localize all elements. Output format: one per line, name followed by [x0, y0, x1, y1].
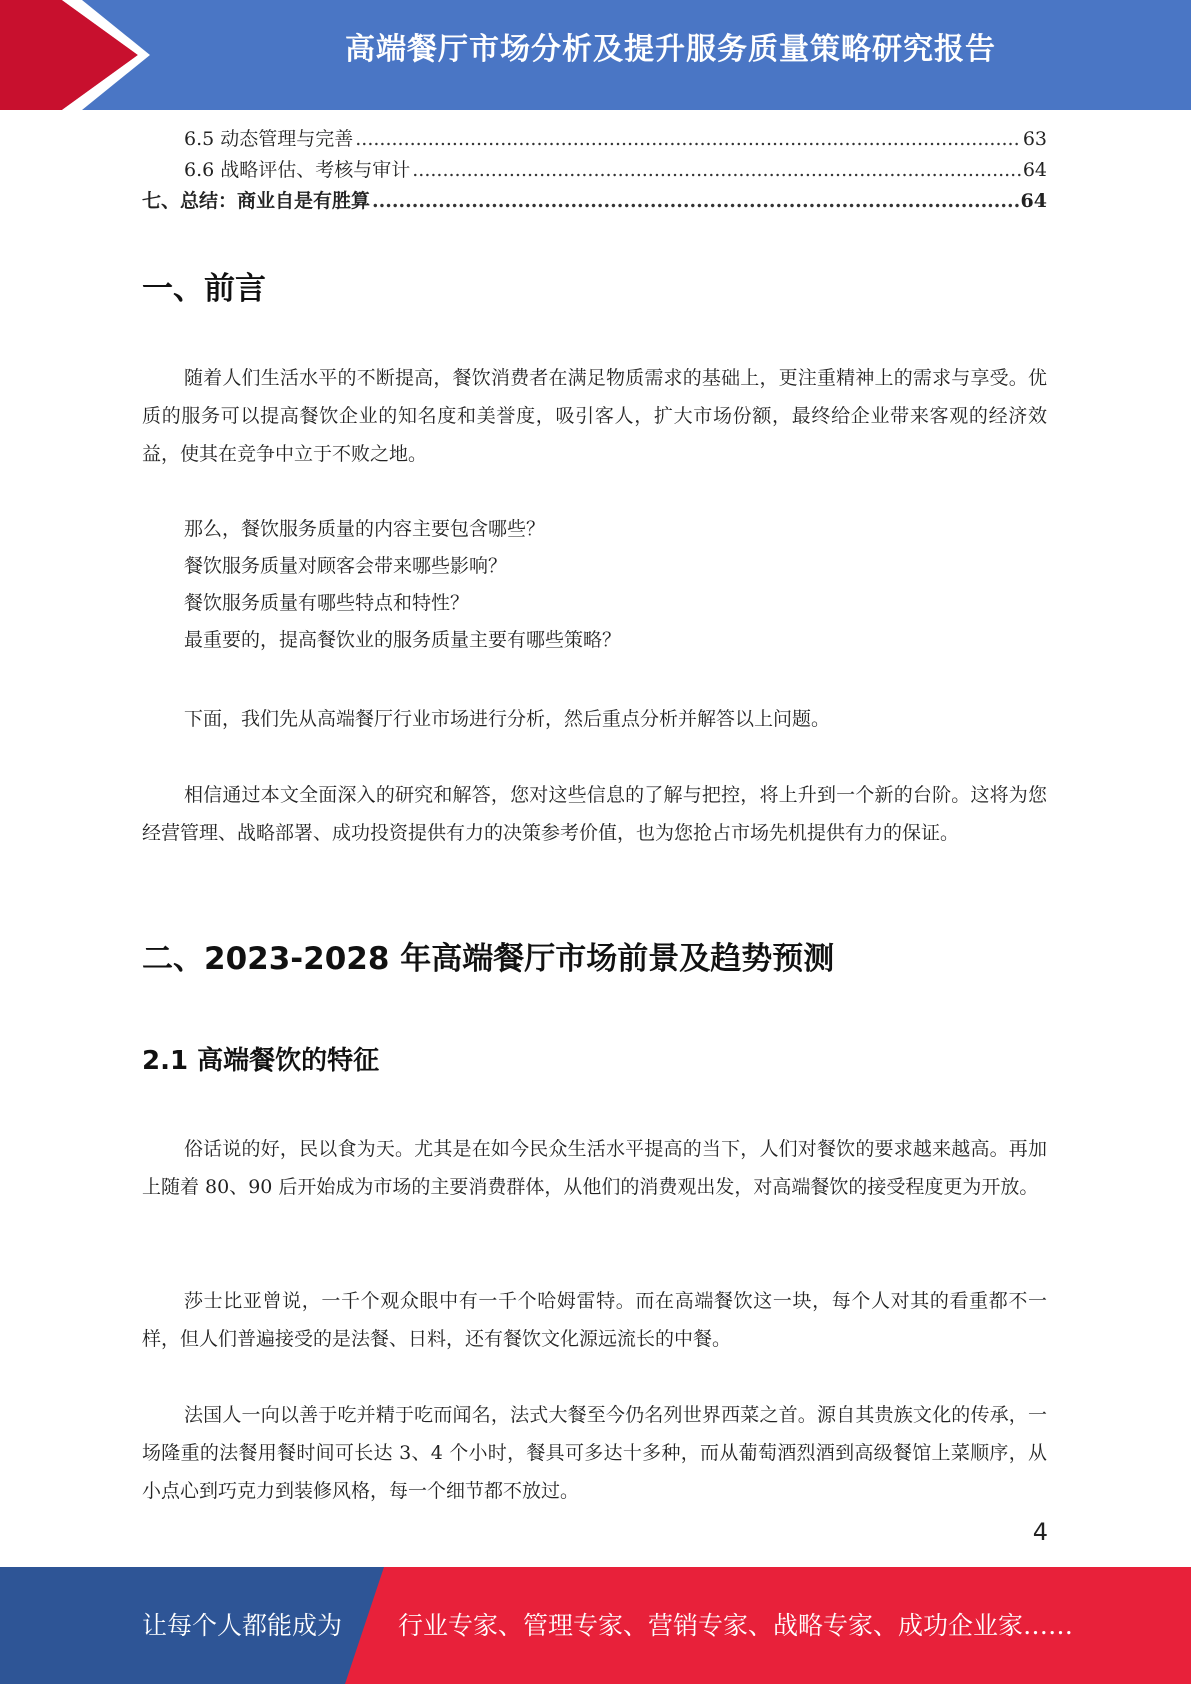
page-header — [0, 0, 1191, 110]
toc-leader-dots — [372, 186, 1019, 217]
toc-entry-label: 6.5 动态管理与完善 — [184, 128, 354, 150]
body-paragraph: 俗话说的好，民以食为天。尤其是在如今民众生活水平提高的当下，人们对餐饮的要求越来越高。再加上随着 80、90 后开始成为市场的主要消费群体，从他们的消费观出发，对高端餐饮的接受程度更为开放。 — [142, 1138, 1047, 1198]
question-item: 最重要的，提高餐饮业的服务质量主要有哪些策略？ — [184, 629, 622, 651]
question-item: 那么，餐饮服务质量的内容主要包含哪些？ — [184, 518, 546, 540]
page-footer — [0, 1567, 1191, 1684]
toc-entry[interactable] — [142, 124, 1047, 155]
body-paragraph: 法国人一向以善于吃并精于吃而闻名，法式大餐至今仍名列世界西菜之首。源自其贵族文化的传承，一场隆重的法餐用餐时间可长达 3、4 个小时，餐具可多达十多种，而从葡萄酒烈酒到高级餐馆上菜顺序，从小点心到巧克力到装修风格，每一个细节都不放过。 — [142, 1404, 1047, 1502]
toc-continuation — [142, 124, 1047, 217]
section-heading-preface: 一、前言 — [142, 271, 266, 307]
toc-entry-page: 63 — [1022, 128, 1047, 150]
page-number: 4 — [1032, 1518, 1048, 1546]
toc-entry[interactable] — [142, 155, 1047, 186]
section-heading-forecast: 二、2023-2028 年高端餐厅市场前景及趋势预测 — [142, 941, 835, 977]
question-item: 餐饮服务质量对顾客会带来哪些影响？ — [184, 555, 508, 577]
toc-leader-dots — [355, 124, 1021, 155]
footer-slogan-right: 行业专家、管理专家、营销专家、战略专家、成功企业家…… — [398, 1611, 1074, 1640]
preface-paragraph-2: 下面，我们先从高端餐厅行业市场进行分析，然后重点分析并解答以上问题。 — [184, 708, 831, 730]
toc-entry-page: 64 — [1022, 159, 1047, 181]
subsection-heading: 2.1 高端餐饮的特征 — [142, 1046, 380, 1076]
question-item: 餐饮服务质量有哪些特点和特性？ — [184, 592, 470, 614]
toc-leader-dots — [412, 155, 1021, 186]
preface-paragraph-3: 相信通过本文全面深入的研究和解答，您对这些信息的了解与把控，将上升到一个新的台阶。这将为您经营管理、战略部署、成功投资提供有力的决策参考价值，也为您抢占市场先机提供有力的保证。 — [142, 784, 1047, 844]
document-title: 高端餐厅市场分析及提升服务质量策略研究报告 — [345, 32, 996, 67]
toc-entry[interactable] — [142, 186, 1047, 217]
footer-slogan-left: 让每个人都能成为 — [142, 1611, 343, 1640]
body-paragraph: 莎士比亚曾说，一千个观众眼中有一千个哈姆雷特。而在高端餐饮这一块，每个人对其的看重都不一样，但人们普遍接受的是法餐、日料，还有餐饮文化源远流长的中餐。 — [142, 1290, 1047, 1350]
toc-entry-label: 七、总结：商业自是有胜算 — [142, 190, 371, 212]
preface-paragraph-1: 随着人们生活水平的不断提高，餐饮消费者在满足物质需求的基础上，更注重精神上的需求与享受。优质的服务可以提高餐饮企业的知名度和美誉度，吸引客人，扩大市场份额，最终给企业带来客观的经济效益，使其在竞争中立于不败之地。 — [142, 367, 1047, 465]
toc-entry-page: 64 — [1020, 190, 1047, 212]
toc-entry-label: 6.6 战略评估、考核与审计 — [184, 159, 411, 181]
